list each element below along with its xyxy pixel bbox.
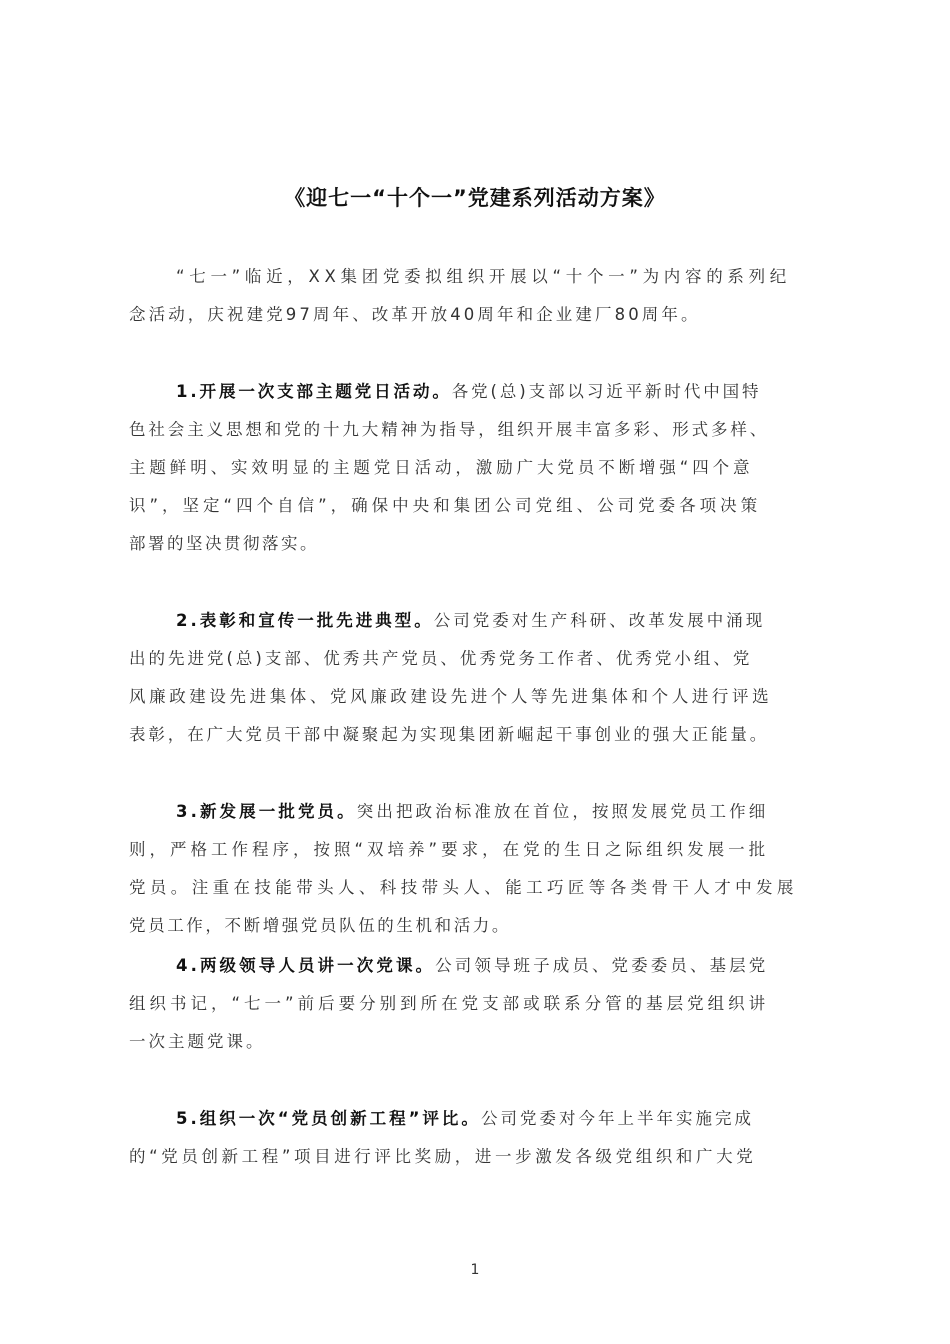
section-3-first-line — [176, 801, 768, 823]
section-2-first-line — [176, 610, 765, 632]
section-3-text: 突出把政治标准放在首位，按照发展党员工作细 — [356, 802, 769, 821]
section-4-first-line — [176, 955, 768, 977]
section-4-line: 组织书记，“七一”前后要分别到所在党支部或联系分管的基层党组织讲 — [129, 994, 770, 1013]
section-3-heading: 3.新发展一批党员。 — [176, 802, 357, 821]
section-2-line: 出的先进党(总)支部、优秀共产党员、优秀党务工作者、优秀党小组、党 — [129, 649, 753, 668]
section-2-line: 表彰，在广大党员干部中凝聚起为实现集团新崛起干事创业的强大正能量。 — [129, 725, 770, 744]
page-number: 1 — [470, 1262, 480, 1278]
section-3-line: 则，严格工作程序，按照“双培养”要求，在党的生日之际组织发展一批 — [129, 840, 770, 859]
section-4-line: 一次主题党课。 — [129, 1032, 266, 1051]
section-5-line: 的“党员创新工程”项目进行评比奖励，进一步激发各级党组织和广大党 — [129, 1147, 757, 1166]
section-5-text: 公司党委对今年上半年实施完成 — [480, 1109, 754, 1128]
section-1-heading: 1.开展一次支部主题党日活动。 — [176, 382, 452, 401]
section-1-line: 主题鲜明、实效明显的主题党日活动，激励广大党员不断增强“四个意 — [129, 458, 754, 477]
section-2-line: 风廉政建设先进集体、党风廉政建设先进个人等先进集体和个人进行评选 — [129, 687, 773, 706]
document-title: 《迎七一“十个一”党建系列活动方案》 — [284, 186, 666, 210]
section-2-text: 公司党委对生产科研、改革发展中涌现 — [433, 611, 766, 630]
section-4-heading: 4.两级领导人员讲一次党课。 — [176, 956, 436, 975]
section-5-first-line — [176, 1108, 754, 1130]
section-3-line: 党员。注重在技能带头人、科技带头人、能工巧匠等各类骨干人才中发展 — [129, 878, 798, 897]
section-3-line: 党员工作，不断增强党员队伍的生机和活力。 — [129, 916, 511, 935]
section-1-line: 色社会主义思想和党的十九大精神为指导，组织开展丰富多彩、形式多样、 — [129, 420, 770, 439]
intro-line: “七一”临近，XX集团党委拟组织开展以“十个一”为内容的系列纪 — [176, 267, 791, 286]
section-2-heading: 2.表彰和宣传一批先进典型。 — [176, 611, 434, 630]
section-5-heading: 5.组织一次“党员创新工程”评比。 — [176, 1109, 481, 1128]
section-1-line: 识”，坚定“四个自信”，确保中央和集团公司党组、公司党委各项决策 — [129, 496, 762, 515]
section-1-text: 各党(总)支部以习近平新时代中国特 — [451, 382, 762, 401]
section-1-line: 部署的坚决贯彻落实。 — [129, 534, 319, 553]
intro-line: 念活动，庆祝建党97周年、改革开放40周年和企业建厂80周年。 — [129, 305, 701, 324]
section-1-first-line — [176, 381, 761, 403]
section-4-text: 公司领导班子成员、党委委员、基层党 — [435, 956, 769, 975]
